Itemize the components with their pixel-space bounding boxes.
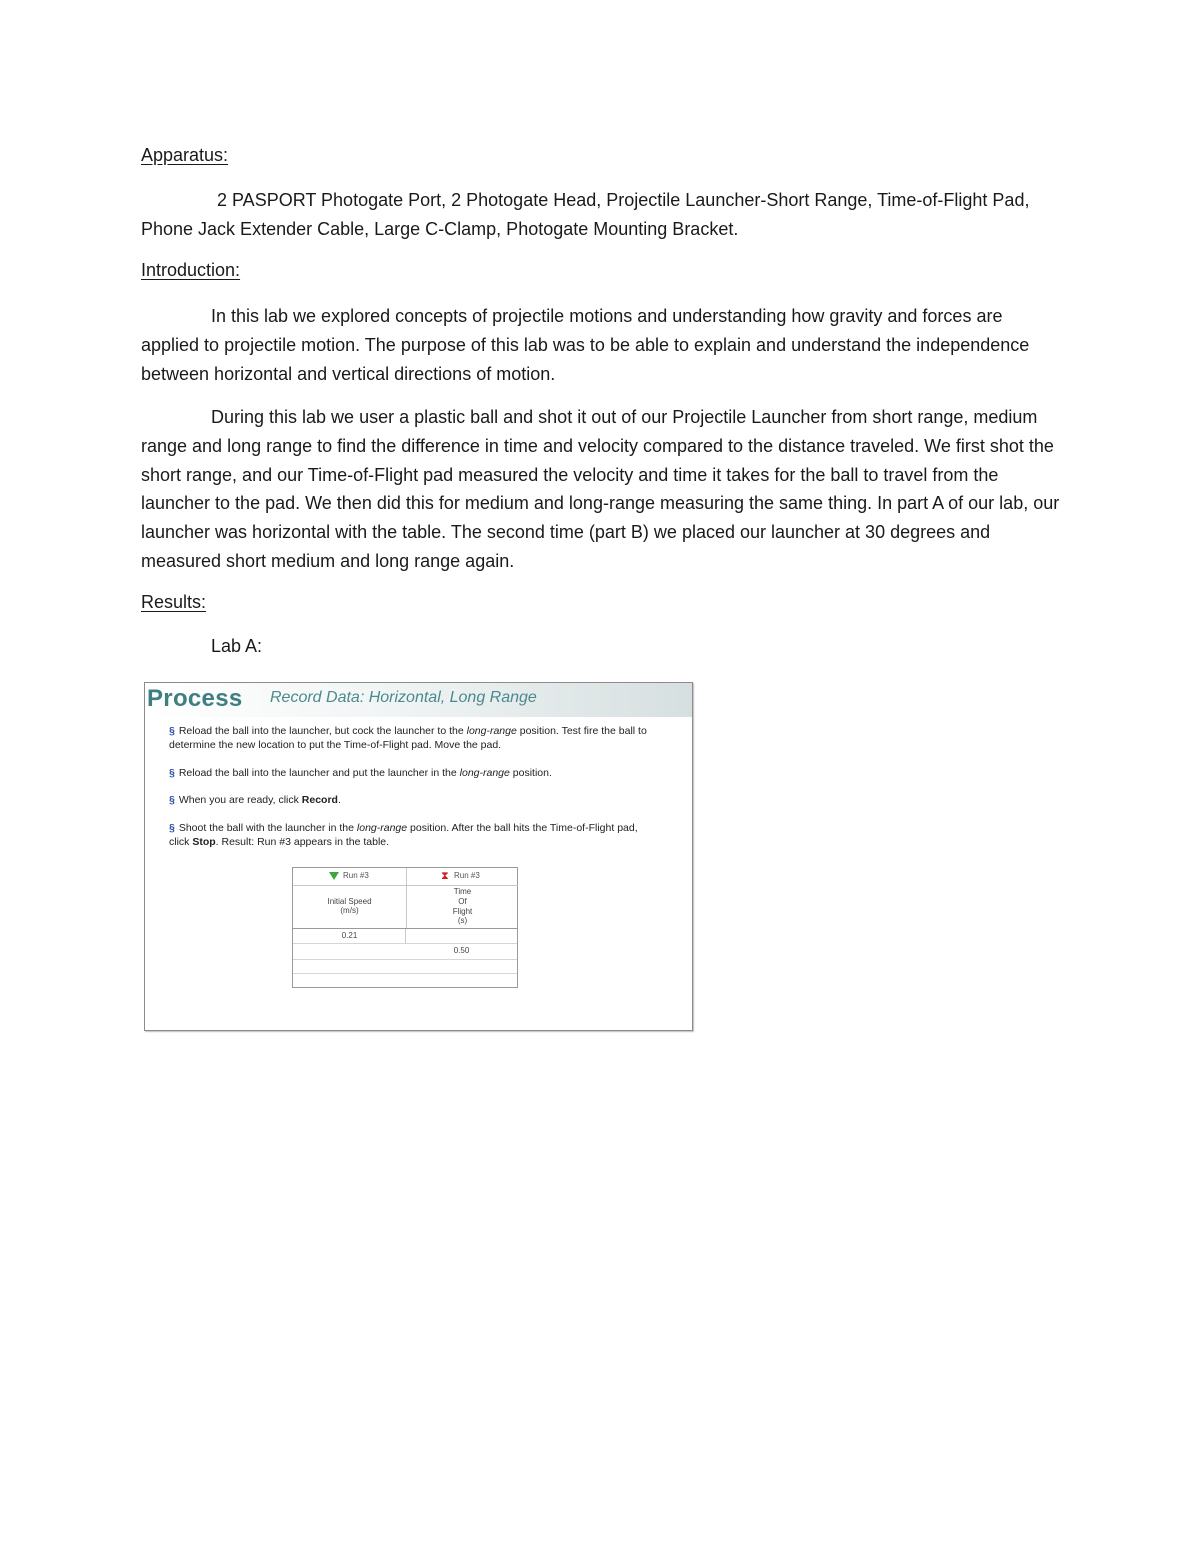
time-of-flight-value: 0.50 bbox=[453, 946, 470, 955]
screenshot-title: Process bbox=[147, 685, 243, 712]
section-bullet-icon: § bbox=[169, 794, 175, 806]
step-4: § Shoot the ball with the launcher in the long-range position. After the ball hits the Time-of-Flight pad, click Stop. Result: Run #3 appears in the table. bbox=[169, 822, 638, 848]
table-row bbox=[293, 929, 406, 943]
triangle-down-icon bbox=[329, 872, 339, 880]
col1-name-line2: (m/s) bbox=[340, 906, 359, 915]
section-bullet-icon: § bbox=[169, 767, 175, 779]
screenshot-header bbox=[145, 683, 692, 717]
lab-a-label: Lab A: bbox=[211, 636, 263, 656]
apparatus-text: 2 PASPORT Photogate Port, 2 Photogate Head, Projectile Launcher-Short Range, Time-of-Flight Pad, Phone Jack Extender Cable, Large C-Clamp, Photogate Mounting Bracket. bbox=[141, 190, 1030, 239]
results-heading: Results: bbox=[141, 592, 207, 612]
col2-name-line2: Of bbox=[458, 897, 467, 906]
col1-name-line1: Initial Speed bbox=[327, 897, 372, 906]
col2-name-line3: Flight bbox=[452, 907, 473, 916]
intro-paragraph-2: During this lab we user a plastic ball and shot it out of our Projectile Launcher from short range, medium range and long range to find the difference in time and velocity compared to the distance traveled. We first shot the short range, and our Time-of-Flight pad measured the velocity and time it takes for the ball to travel from the launcher to the pad. We then did this for medium and long-range measuring the same thing. In part A of our lab, our launcher was horizontal with the table. The second time (part B) we placed our launcher at 30 degrees and measured short medium and long range again. bbox=[141, 407, 1060, 571]
section-bullet-icon: § bbox=[169, 822, 175, 834]
apparatus-heading: Apparatus: bbox=[141, 145, 229, 165]
data-table bbox=[292, 867, 518, 988]
step-1: § Reload the ball into the launcher, but cock the launcher to the long-range position. Test fire the ball to determine the new location to put the Time-of-Flight pad. Move the pad. bbox=[169, 725, 647, 751]
column-initial-speed bbox=[293, 868, 406, 928]
screenshot-subtitle: Record Data: Horizontal, Long Range bbox=[270, 689, 537, 706]
col2-name-line1: Time bbox=[453, 887, 472, 896]
hourglass-icon: ⧗ bbox=[441, 870, 449, 882]
col2-name-line4: (s) bbox=[457, 916, 468, 925]
initial-speed-value: 0.21 bbox=[341, 931, 358, 940]
step-3: § When you are ready, click Record. bbox=[169, 794, 341, 806]
intro-paragraph-1: In this lab we explored concepts of projectile motions and understanding how gravity and forces are applied to projectile motion. The purpose of this lab was to be able to explain and understand the independence between horizontal and vertical directions of motion. bbox=[141, 306, 1030, 384]
introduction-heading: Introduction: bbox=[141, 260, 241, 280]
step-2: § Reload the ball into the launcher and put the launcher in the long-range position. bbox=[169, 767, 552, 779]
col1-run-label: Run #3 bbox=[343, 871, 369, 880]
column-time-of-flight bbox=[406, 868, 518, 928]
col2-run-label: Run #3 bbox=[454, 871, 480, 880]
embedded-screenshot bbox=[144, 682, 693, 1031]
section-bullet-icon: § bbox=[169, 725, 175, 737]
